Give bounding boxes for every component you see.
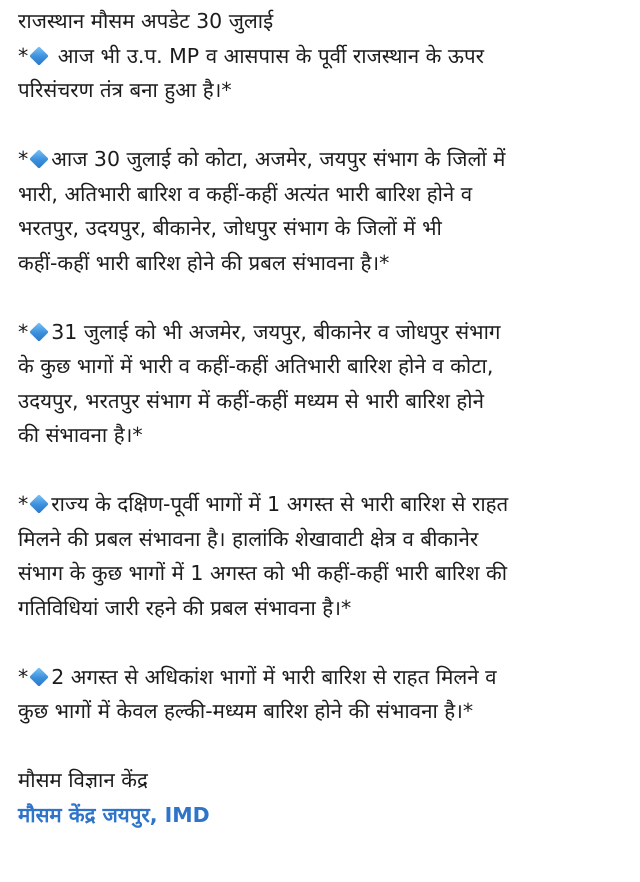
paragraph-3-line-4: की संभावना है।* [18, 423, 143, 447]
spacer [18, 108, 622, 143]
paragraph-2-line-4: कहीं-कहीं भारी बारिश होने की प्रबल संभावना है।* [18, 250, 390, 275]
paragraph-4-line-3: संभाग के कुछ भागों में 1 अगस्त को भी कहीं-कहीं भारी बारिश की [18, 561, 508, 585]
spacer [18, 729, 622, 764]
small-blue-diamond-icon [30, 322, 49, 341]
small-blue-diamond-icon [30, 667, 49, 686]
signature: मौसम विज्ञान केंद्र [18, 768, 148, 792]
paragraph-3-line-3: उदयपुर, भरतपुर संभाग में कहीं-कहीं मध्यम से भारी बारिश होने [18, 388, 484, 413]
paragraph-1-line-1: * आज भी उ.प. MP व आसपास के पूर्वी राजस्थान के ऊपर [18, 43, 485, 68]
spacer [18, 280, 622, 315]
paragraph-1-line-2: परिसंचरण तंत्र बना हुआ है।* [18, 78, 232, 102]
spacer [18, 625, 622, 660]
small-blue-diamond-icon [30, 46, 49, 65]
paragraph-2-line-1: * आज 30 जुलाई को कोटा, अजमेर, जयपुर संभाग के जिलों में [18, 147, 506, 171]
paragraph-5-line-1: * 2 अगस्त से अधिकांश भागों में भारी बारिश से राहत मिलने व [18, 664, 497, 689]
paragraph-5-line-2: कुछ भागों में केवल हल्की-मध्यम बारिश होने की संभावना है।* [18, 699, 474, 723]
paragraph-3-line-2: के कुछ भागों में भारी व कहीं-कहीं अतिभारी बारिश होने व कोटा, [18, 354, 494, 378]
small-blue-diamond-icon [30, 494, 49, 513]
source-credit: मौसम केंद्र जयपुर, IMD [18, 802, 210, 827]
post-title: राजस्थान मौसम अपडेट 30 जुलाई [18, 9, 274, 33]
paragraph-4-line-2: मिलने की प्रबल संभावना है। हालांकि शेखावाटी क्षेत्र व बीकानेर [18, 526, 479, 551]
paragraph-4-line-1: * राज्य के दक्षिण-पूर्वी भागों में 1 अगस्त से भारी बारिश से राहत [18, 492, 509, 516]
paragraph-3-line-1: * 31 जुलाई को भी अजमेर, जयपुर, बीकानेर व जोधपुर संभाग [18, 319, 501, 344]
paragraph-2-line-3: भरतपुर, उदयपुर, बीकानेर, जोधपुर संभाग के जिलों में भी [18, 216, 442, 240]
small-blue-diamond-icon [30, 149, 49, 168]
paragraph-2-line-2: भारी, अतिभारी बारिश व कहीं-कहीं अत्यंत भारी बारिश होने व [18, 181, 473, 206]
paragraph-4-line-4: गतिविधियां जारी रहने की प्रबल संभावना है।* [18, 595, 352, 620]
spacer [18, 453, 622, 488]
